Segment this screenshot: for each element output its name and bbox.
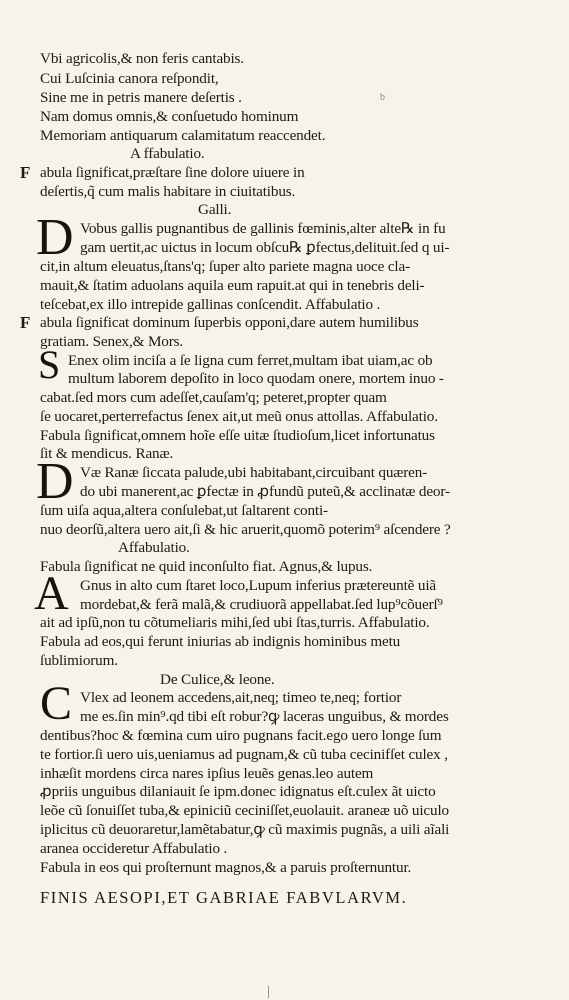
- text-line: aranea occideretur Affabulatio .: [40, 840, 228, 857]
- text-line: Fabula ad eos,qui ferunt iniurias ab indignis hominibus metu: [40, 633, 401, 650]
- text-line: mordebat,& ferã malã,& crudiuorã appellabat.ſed lup⁹cõuerſ⁹: [80, 596, 443, 613]
- text-line: dentibus?hoc & fœmina cum uiro pugnans facit.ego uero longe ſum: [40, 727, 442, 744]
- text-line: cit,in altum eleuatus,ſtans'q; ſuper alto pariete magna uoce cla-: [40, 258, 410, 275]
- text-line: teſcebat,ex illo intrepide gallinas conſcendit. Affabulatio .: [40, 296, 381, 313]
- colophon-finis: FINIS AESOPI,ET GABRIAE FABVLARVM.: [40, 888, 408, 907]
- drop-cap-initial: S: [38, 342, 61, 387]
- drop-cap-initial: C: [40, 677, 73, 730]
- margin-letter-f: F: [20, 313, 31, 332]
- text-line: Gnus in alto cum ſtaret loco,Lupum inferius prætereuntẽ uiã: [80, 577, 436, 594]
- text-line: abula ſignificat dominum ſuperbis opponi,dare autem humilibus: [40, 314, 419, 331]
- text-line: iplicitus cũ deuoraretur,lamẽtabatur,ꝙ cũ maximis pugnãs, a uili aĩali: [40, 821, 450, 838]
- text-line: Fabula in eos qui proſternunt magnos,& a paruis proſternuntur.: [40, 859, 412, 876]
- text-line: Vobus gallis pugnantibus de gallinis fœminis,alter alte℞ in fu: [80, 220, 446, 237]
- text-line: deſertis,q̃ cum malis habitare in ciuitatibus.: [40, 183, 296, 200]
- drop-cap-initial: D: [36, 209, 74, 266]
- text-line: nuo deorſũ,altera uero ait,ſi & hic aruerit,quomõ poterim⁹ aſcendere ?: [40, 521, 451, 538]
- text-line: cabat.ſed mors cum adeſſet,cauſam'q; peteret,propter quam: [40, 389, 387, 406]
- text-line: Vbi agricolis,& non feris cantabis.: [40, 50, 244, 67]
- drop-cap-initial: A: [34, 567, 69, 620]
- text-line: te fortior.ſi uero uis,ueniamus ad pugnam,& cũ tuba cecinifſet culex ,: [40, 746, 448, 763]
- section-heading: Affabulatio.: [118, 539, 190, 556]
- text-line: Fabula ſignificat ne quid inconſulto fiat. Agnus,& lupus.: [40, 558, 373, 575]
- drop-cap-initial: D: [36, 453, 74, 510]
- fable-title: Galli.: [198, 201, 232, 218]
- text-line: gratiam. Senex,& Mors.: [40, 333, 184, 350]
- margin-letter-f: F: [20, 163, 31, 182]
- text-line: Nam domus omnis,& conſuetudo hominum: [40, 108, 299, 125]
- text-line: ſit & mendicus. Ranæ.: [40, 445, 174, 462]
- text-line: Enex olim inciſa a ſe ligna cum ferret,multam ibat uiam,ac ob: [68, 352, 433, 369]
- section-heading: A ffabulatio.: [130, 145, 205, 162]
- margin-ink-mark: b: [380, 92, 385, 103]
- text-line: ſum uiſa aqua,altera conſulebat,ut ſaltarent conti-: [40, 502, 328, 519]
- text-line: Vlex ad leonem accedens,ait,neq; timeo te,neq; fortior: [80, 689, 402, 706]
- text-line: ait ad ipſũ,non tu cõtumeliaris mihi,ſed ubi ſtas,turris. Affabulatio.: [40, 614, 430, 631]
- page-edge-mark: [268, 986, 269, 998]
- text-line: inhæſit mordens circa nares ipſius leuẽs genas.leo autem: [40, 765, 374, 782]
- text-line: mauit,& ſtatim aduolans aquila eum rapuit.at qui in tenebris deli-: [40, 277, 425, 294]
- text-line: Fabula ſignificat,omnem hoĩe eſſe uitæ ſtudioſum,licet infortunatus: [40, 427, 435, 444]
- text-line: me es.ſin min⁹.qd tibi eſt robur?ꝙ laceras unguibus, & mordes: [80, 708, 449, 725]
- text-line: gam uertit,ac uictus in locum obſcu℞ ꝑfectus,delituit.ſed q ui-: [80, 239, 450, 256]
- fable-title: De Culice,& leone.: [160, 671, 275, 688]
- text-line: leõe cũ ſonuiſſet tuba,& epiniciũ ceciniſſet,euolauit. araneæ uõ uiculo: [40, 802, 449, 819]
- text-line: Memoriam antiquarum calamitatum reaccendet.: [40, 127, 326, 144]
- text-line: ſublimiorum.: [40, 652, 118, 669]
- text-line: ſe uocaret,perterrefactus ſenex ait,ut meũ onus attollas. Affabulatio.: [40, 408, 438, 425]
- text-line: ꝓpriis unguibus dilaniauit ſe ipm.donec idignatus eſt.culex ãt uicto: [40, 783, 436, 800]
- text-line: do ubi manerent,ac ꝑfectæ in ꝓfundũ puteũ,& acclinatæ deor-: [80, 483, 450, 500]
- text-line: Sine me in petris manere deſertis .: [40, 89, 242, 106]
- text-line: Væ Ranæ ſiccata palude,ubi habitabant,circuibant quæren-: [80, 464, 428, 481]
- text-line: multum laborem depoſito in loco quodam onere, mortem inuo -: [68, 370, 444, 387]
- text-line: abula ſignificat,præſtare ſine dolore uiuere in: [40, 164, 305, 181]
- text-line: Cui Luſcinia canora reſpondit,: [40, 70, 219, 87]
